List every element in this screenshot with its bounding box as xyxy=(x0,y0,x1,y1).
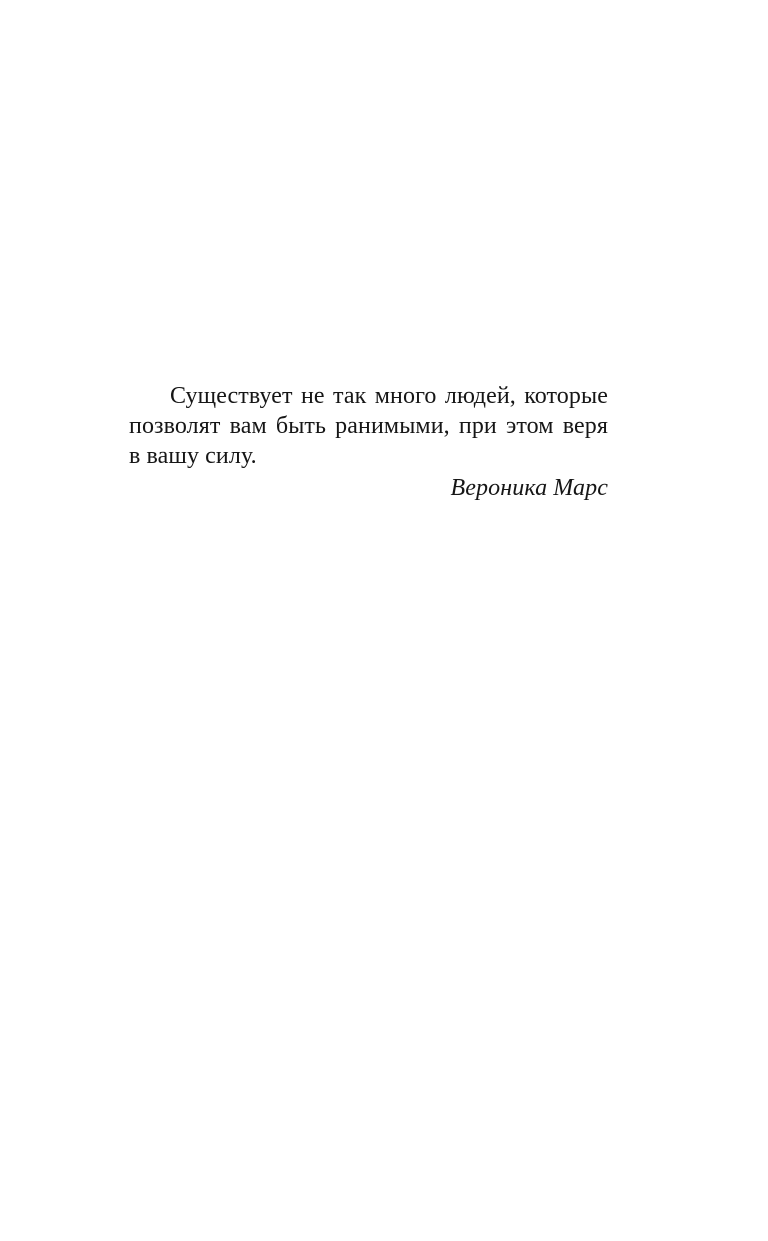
epigraph-attribution: Вероника Марс xyxy=(450,475,608,501)
epigraph-line-2: позволят вам быть ранимыми, при этом веря xyxy=(129,413,608,439)
epigraph-block xyxy=(129,381,608,503)
epigraph-line-1: Существует не так много людей, которые xyxy=(170,383,608,409)
epigraph-line-3: в вашу силу. xyxy=(129,443,257,469)
